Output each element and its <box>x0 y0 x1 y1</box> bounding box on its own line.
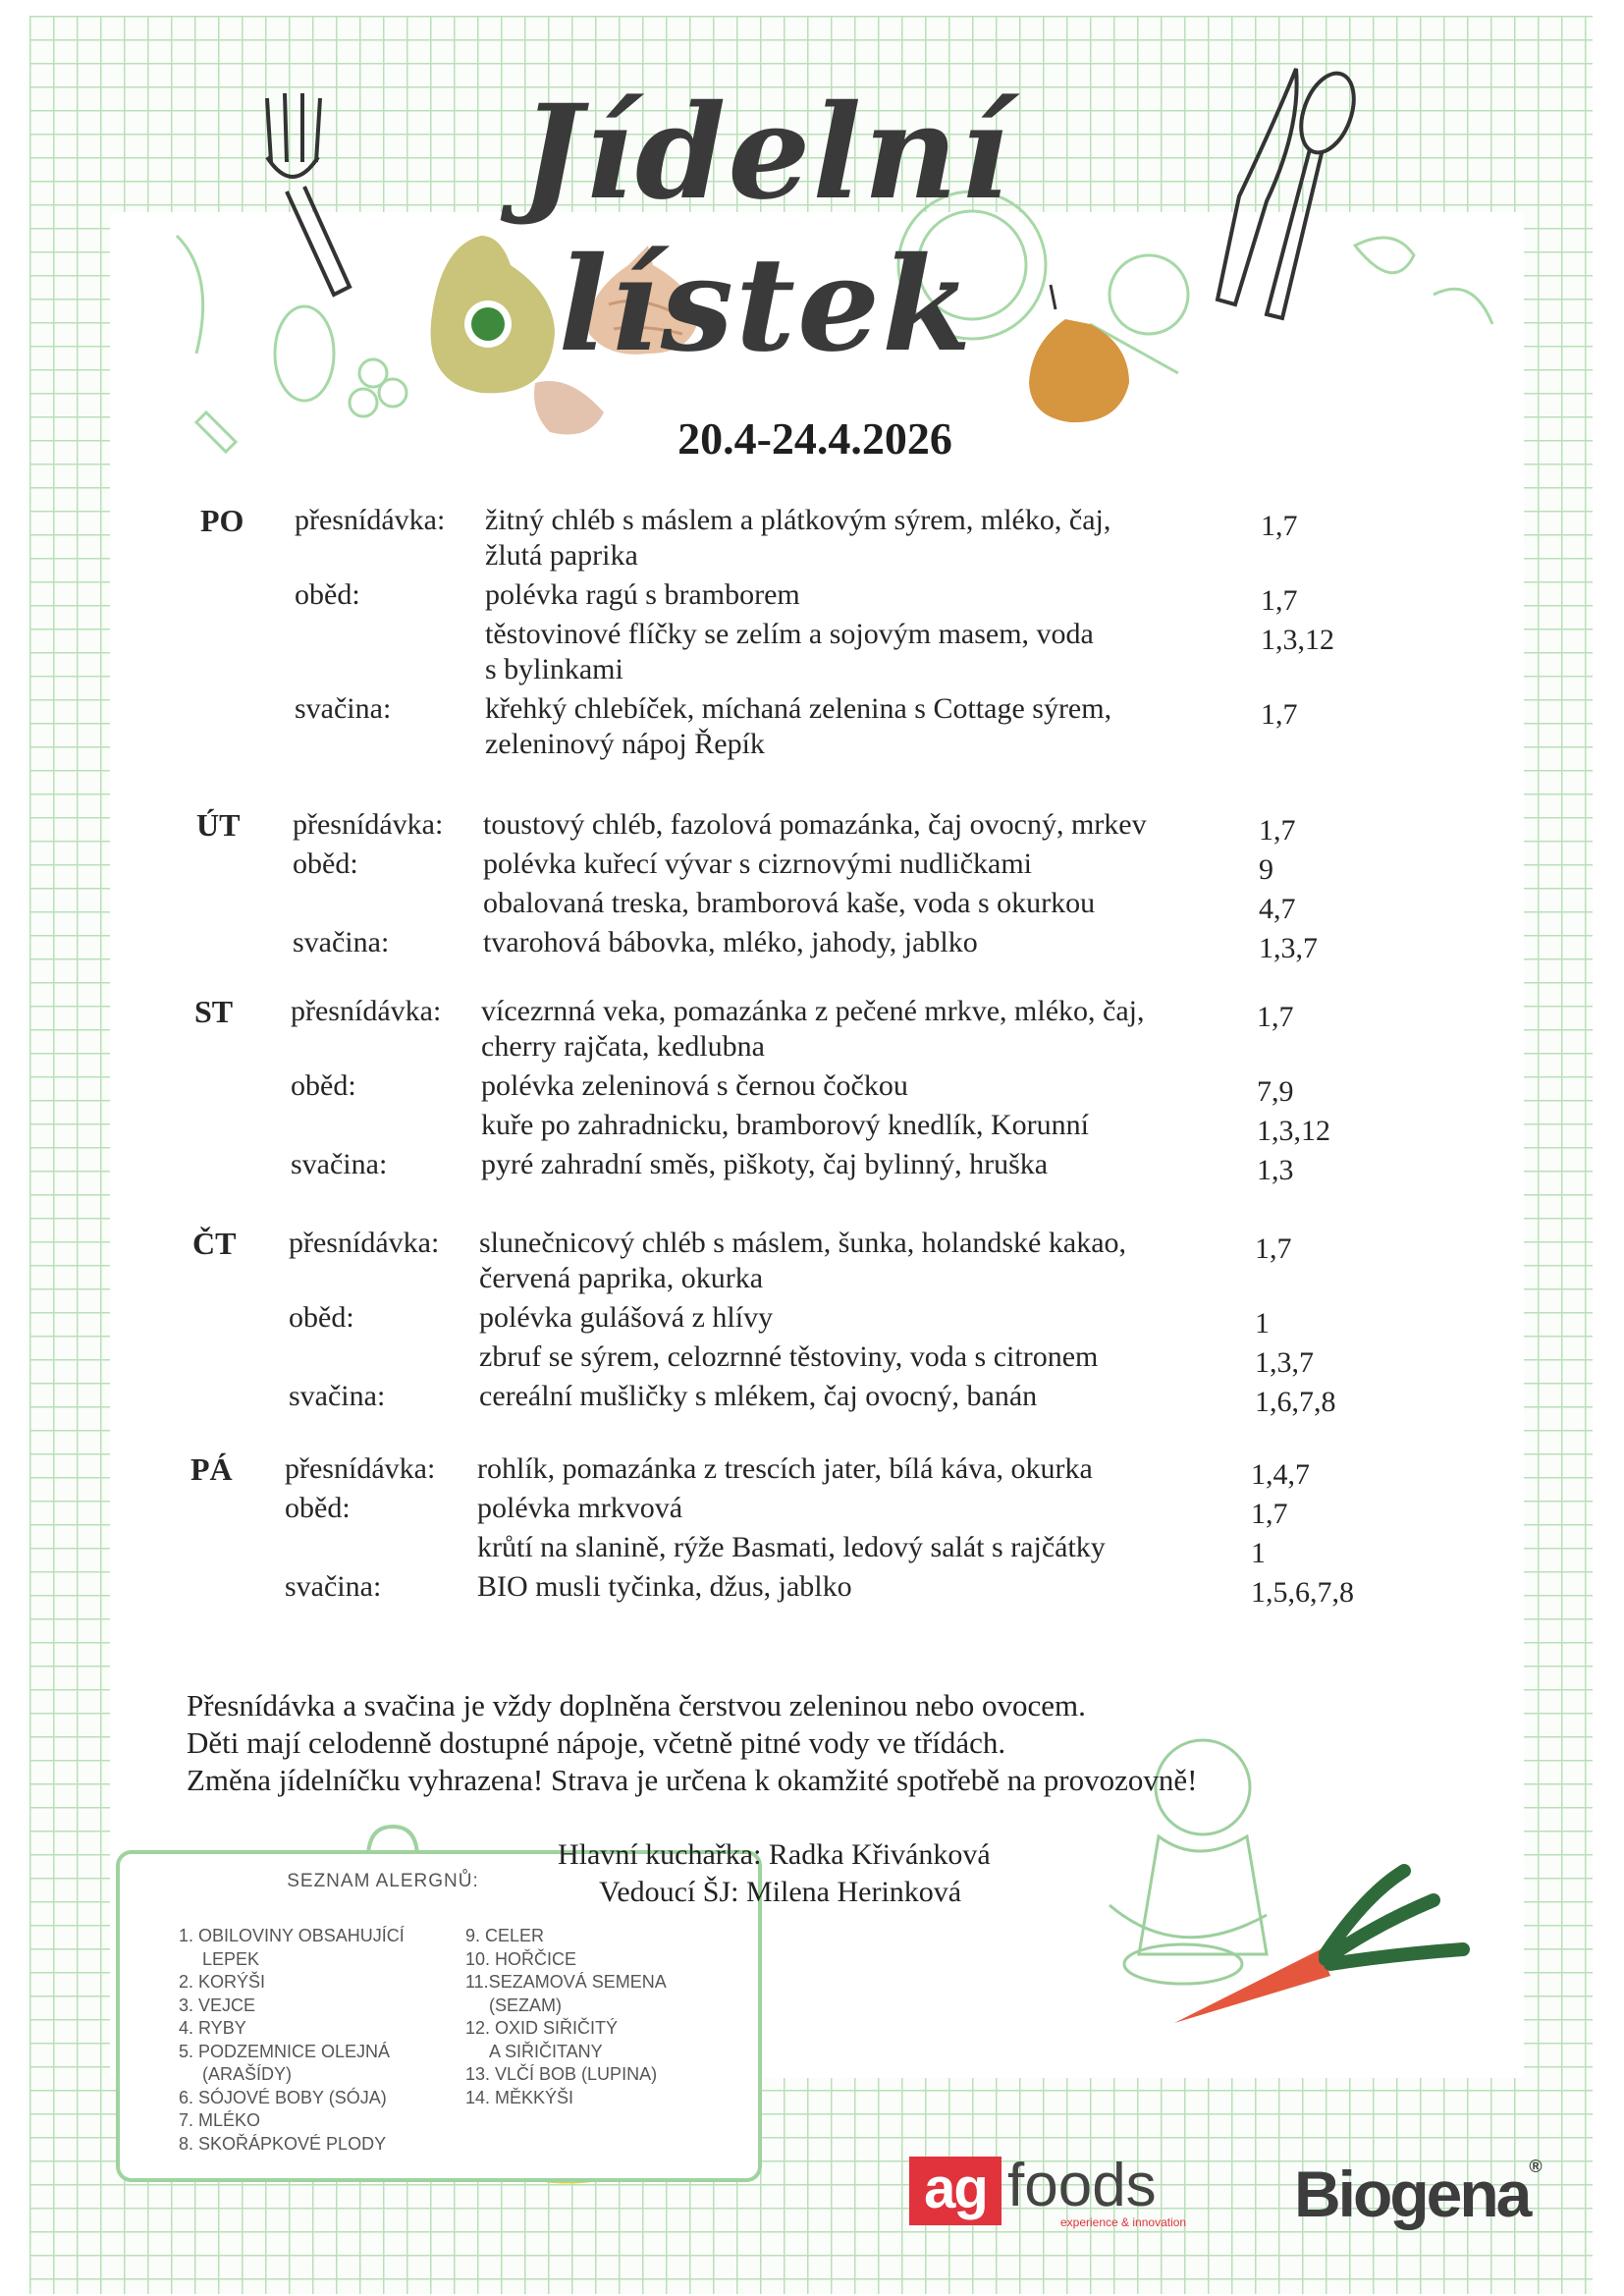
allergen-codes: 1,3,7 <box>1259 932 1318 964</box>
allergen-item: 6. SÓJOVÉ BOBY (SÓJA) <box>179 2087 387 2107</box>
allergen-codes: 1,7 <box>1257 1001 1294 1033</box>
dish-text: polévka mrkvová <box>477 1492 683 1524</box>
allergen-codes: 1,4,7 <box>1251 1458 1310 1491</box>
day-label: ČT <box>192 1226 237 1261</box>
staff-signatures <box>558 1836 991 1911</box>
meal-label: přesnídávka: <box>293 808 444 841</box>
notes <box>187 1687 1197 1799</box>
day-label: ST <box>194 994 234 1029</box>
allergen-item: 13. VLČÍ BOB (LUPINA) <box>465 2064 658 2084</box>
meal-label: přesnídávka: <box>289 1227 440 1259</box>
dish-text: polévka gulášová z hlívy <box>479 1301 774 1334</box>
meal-label: svačina: <box>295 692 392 725</box>
manager: Vedoucí ŠJ: Milena Herinková <box>599 1876 962 1908</box>
registered-mark: ® <box>1529 2157 1543 2176</box>
allergen-item: 9. CELER <box>465 1926 545 1945</box>
meal-label: svačina: <box>291 1148 388 1180</box>
allergen-item: 12. OXID SIŘIČITÝ <box>465 2018 619 2038</box>
allergen-codes: 1,7 <box>1261 584 1298 617</box>
meal-label: oběd: <box>295 578 360 611</box>
dish-text: červená paprika, okurka <box>479 1262 764 1294</box>
dish-text: těstovinové flíčky se zelím a sojovým masem, voda <box>485 618 1094 650</box>
allergen-codes: 1 <box>1251 1537 1266 1569</box>
agfoods-logo-mark: ag <box>909 2157 1001 2225</box>
note-line: Změna jídelníčku vyhrazena! Strava je určena k okamžité spotřebě na provozovně! <box>187 1763 1198 1797</box>
allergen-codes: 9 <box>1259 853 1273 886</box>
dish-text: pyré zahradní směs, piškoty, čaj bylinný, hruška <box>481 1148 1049 1180</box>
allergen-codes: 1,3,7 <box>1255 1346 1314 1379</box>
agfoods-logo-text: foods <box>1007 2152 1157 2219</box>
dish-text: rohlík, pomazánka z trescích jater, bílá káva, okurka <box>477 1452 1093 1485</box>
allergen-item: 8. SKOŘÁPKOVÉ PLODY <box>179 2133 387 2154</box>
dish-text: tvarohová bábovka, mléko, jahody, jablko <box>483 926 978 958</box>
allergen-item: (ARAŠÍDY) <box>202 2064 293 2084</box>
allergen-codes: 1,5,6,7,8 <box>1251 1576 1354 1609</box>
allergen-item: 2. KORÝŠI <box>179 1972 266 1992</box>
dish-text: BIO musli tyčinka, džus, jablko <box>477 1570 852 1603</box>
dish-text: polévka ragú s bramborem <box>485 578 800 611</box>
agfoods-tagline: experience & innovation <box>1060 2215 1187 2229</box>
allergen-codes: 1,3,12 <box>1261 624 1334 656</box>
dish-text: žitný chléb s máslem a plátkovým sýrem, mléko, čaj, <box>485 504 1111 536</box>
allergen-item: LEPEK <box>202 1948 260 1969</box>
dish-text: polévka kuřecí vývar s cizrnovými nudličkami <box>483 847 1032 880</box>
allergen-item: 14. MĚKKÝŠI <box>465 2087 574 2107</box>
allergen-item: A SIŘIČITANY <box>489 2041 603 2061</box>
dish-text: cereální mušličky s mlékem, čaj ovocný, banán <box>479 1380 1038 1412</box>
allergen-codes: 1,3,12 <box>1257 1115 1330 1147</box>
allergen-codes: 1,7 <box>1261 510 1298 542</box>
head-cook: Hlavní kuchařka: Radka Křivánková <box>558 1838 991 1871</box>
dish-text: žlutá paprika <box>485 539 638 572</box>
meal-label: svačina: <box>285 1570 382 1603</box>
note-line: Děti mají celodenně dostupné nápoje, včetně pitné vody ve třídách. <box>187 1725 1006 1760</box>
meal-label: oběd: <box>293 847 358 880</box>
dish-text: vícezrnná veka, pomazánka z pečené mrkve, mléko, čaj, <box>481 995 1145 1027</box>
dish-text: krůtí na slanině, rýže Basmati, ledový salát s rajčátky <box>477 1531 1106 1563</box>
allergen-codes: 1 <box>1255 1307 1270 1339</box>
date-range: 20.4-24.4.2026 <box>677 413 952 464</box>
allergen-list-title: SEZNAM ALERGNŮ: <box>287 1871 479 1891</box>
allergen-item: 3. VEJCE <box>179 1995 256 2015</box>
meal-label: svačina: <box>293 926 390 958</box>
allergen-codes: 1,6,7,8 <box>1255 1386 1336 1418</box>
day-label: PÁ <box>190 1451 233 1487</box>
dish-text: křehký chlebíček, míchaná zelenina s Cottage sýrem, <box>485 692 1112 725</box>
biogena-logo-text: Biogena <box>1294 2158 1530 2230</box>
dish-text: toustový chléb, fazolová pomazánka, čaj ovocný, mrkev <box>483 808 1147 841</box>
allergen-codes: 1,7 <box>1259 814 1296 847</box>
dish-text: slunečnicový chléb s máslem, šunka, holandské kakao, <box>479 1227 1127 1259</box>
meal-label: přesnídávka: <box>285 1452 436 1485</box>
allergen-codes: 1,3 <box>1257 1154 1294 1186</box>
meal-label: přesnídávka: <box>295 504 446 536</box>
dish-text: zeleninový nápoj Řepík <box>485 728 765 760</box>
allergen-item: (SEZAM) <box>489 1995 562 2015</box>
allergen-codes: 1,7 <box>1255 1232 1292 1265</box>
meal-label: oběd: <box>285 1492 351 1524</box>
meal-label: přesnídávka: <box>291 995 442 1027</box>
meal-label: oběd: <box>291 1069 356 1102</box>
allergen-item: 11.SEZAMOVÁ SEMENA <box>465 1972 667 1992</box>
allergen-codes: 4,7 <box>1259 893 1296 925</box>
day-label: PO <box>200 503 244 538</box>
allergen-item: 10. HOŘČICE <box>465 1948 577 1969</box>
allergen-codes: 1,7 <box>1251 1498 1288 1530</box>
biogena-logo <box>1294 2157 1543 2231</box>
allergen-codes: 7,9 <box>1257 1075 1294 1108</box>
allergen-codes: 1,7 <box>1261 698 1298 731</box>
dish-text: obalovaná treska, bramborová kaše, voda s okurkou <box>483 887 1096 919</box>
meal-label: oběd: <box>289 1301 354 1334</box>
dish-text: polévka zeleninová s černou čočkou <box>481 1069 908 1102</box>
dish-text: s bylinkami <box>485 653 623 685</box>
dish-text: cherry rajčata, kedlubna <box>481 1030 765 1063</box>
allergen-item: 1. OBILOVINY OBSAHUJÍCÍ <box>179 1926 405 1945</box>
allergen-item: 7. MLÉKO <box>179 2110 261 2130</box>
dish-text: zbruf se sýrem, celozrnné těstoviny, voda s citronem <box>479 1340 1099 1373</box>
page-title: Jídelní lístek <box>520 77 1011 381</box>
allergen-item: 4. RYBY <box>179 2018 246 2038</box>
meal-label: svačina: <box>289 1380 386 1412</box>
day-label: ÚT <box>196 807 241 843</box>
dish-text: kuře po zahradnicku, bramborový knedlík, Korunní <box>481 1109 1089 1141</box>
note-line: Přesnídávka a svačina je vždy doplněna čerstvou zeleninou nebo ovocem. <box>187 1688 1086 1722</box>
allergen-item: 5. PODZEMNICE OLEJNÁ <box>179 2041 391 2061</box>
